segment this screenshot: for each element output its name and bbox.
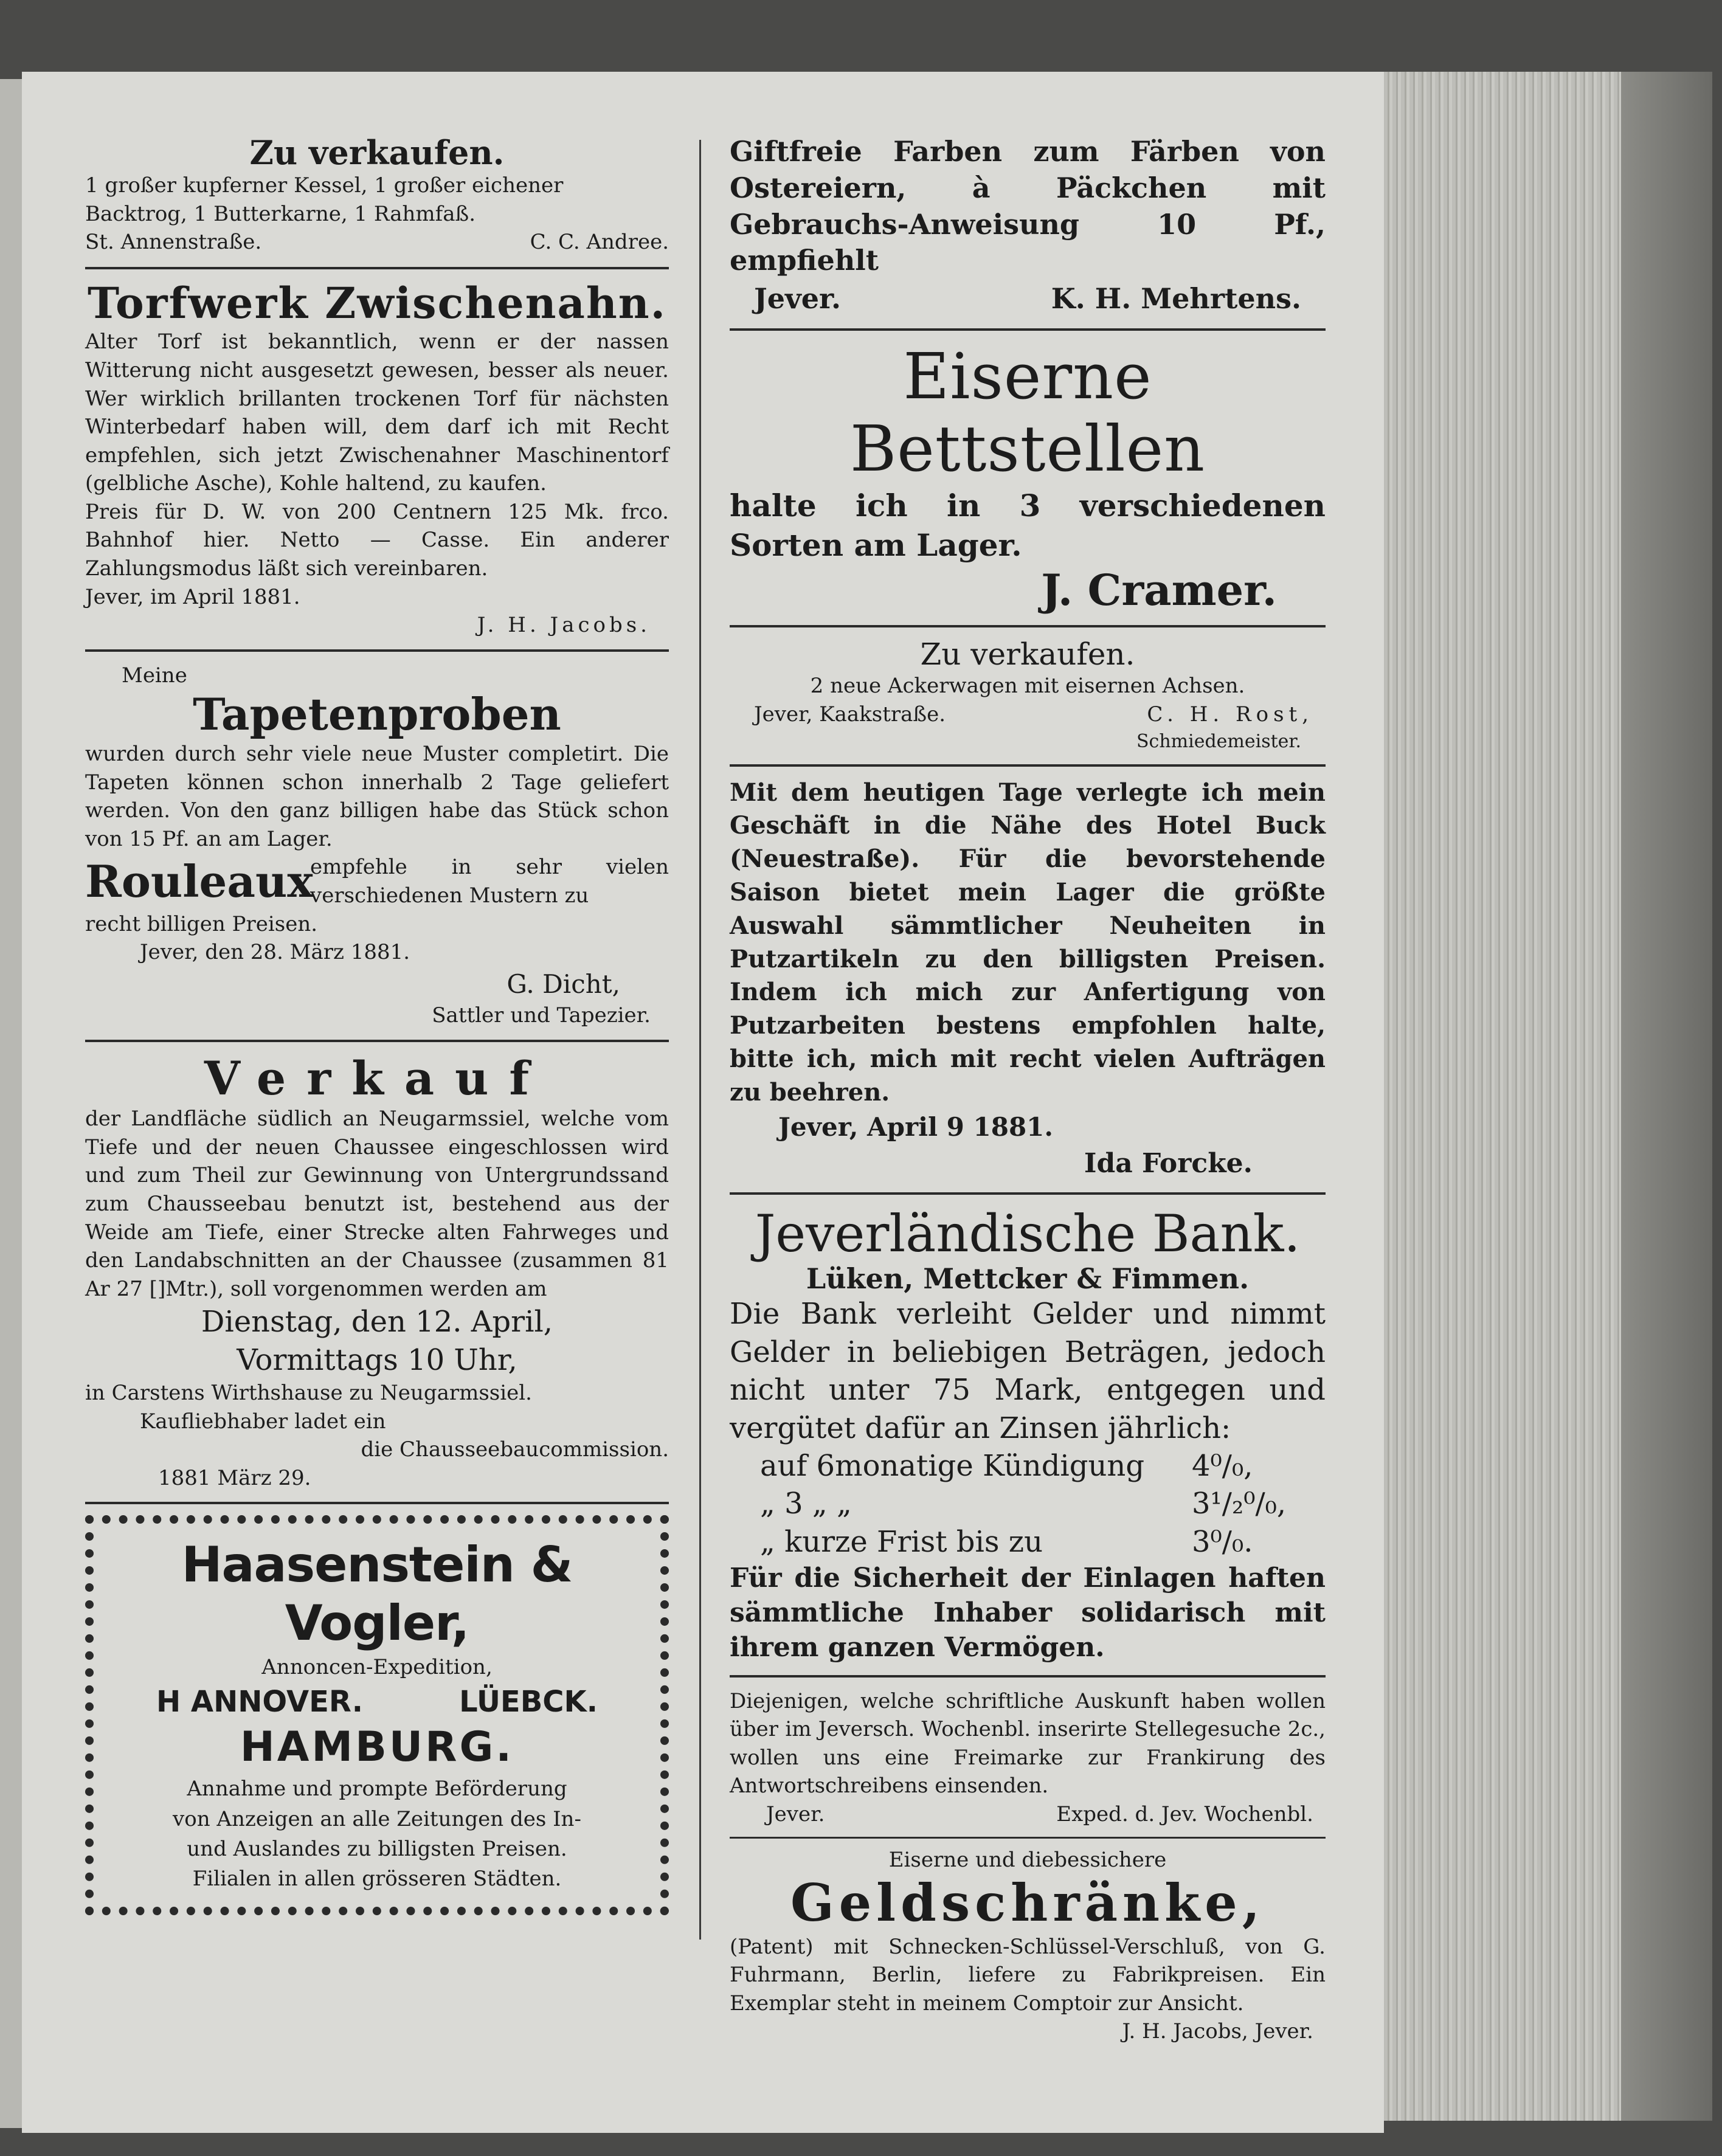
ad-jeverlaendische-bank — [730, 1204, 1326, 1665]
ad-body: Mit dem heutigen Tage verlegte ich mein Geschäft in die Nähe des Hotel Buck (Neuestraße). Für die bevorstehende Saison bietet mein Lager die größte Auswahl sämmtlicher Neuheiten in Putzartikeln zu den billigsten Preisen. Indem ich mich zur Anfertigung von Putzarbeiten bestens empfohlen halte, bitte ich, mich mit recht vielen Aufträgen zu beehren. — [730, 778, 1326, 1107]
rate-label: „ kurze Frist bis zu — [760, 1524, 1043, 1559]
ad-giftfreie-farben — [730, 134, 1326, 319]
ad-torfwerk — [85, 279, 669, 640]
ad-date: Jever, im April 1881. — [85, 584, 300, 609]
ad-subtitle: Lüken, Mettcker & Fimmen. — [806, 1262, 1250, 1296]
ad-closing: Für die Sicherheit der Einlagen haften sämmtliche Inhaber solidarisch mit ihrem ganzen Vermögen. — [730, 1563, 1326, 1664]
column-divider — [699, 140, 701, 1940]
rates-table — [730, 1447, 1326, 1561]
ad-date-line: Vormittags 10 Uhr, — [237, 1342, 517, 1377]
ad-rouleaux-row — [85, 853, 669, 910]
ad-name: Ida Forcke. — [1084, 1148, 1253, 1180]
previous-page-edge — [0, 79, 22, 2128]
ad-title: Eiserne Bettstellen — [849, 339, 1206, 486]
ad-haasenstein-vogler — [85, 1515, 669, 1915]
ad-name: C. C. Andree. — [530, 230, 669, 255]
ad-line: Backtrog, 1 Butterkarne, 1 Rahmfaß. — [85, 201, 476, 226]
ad-body: 2 neue Ackerwagen mit eisernen Achsen. — [810, 674, 1245, 699]
ad-city: LÜEBCK. — [459, 1684, 598, 1719]
ad-line: von Anzeigen an alle Zeitungen des In- — [173, 1806, 581, 1831]
ad-date: 1881 März 29. — [158, 1465, 311, 1490]
rate-row — [760, 1523, 1326, 1561]
separator — [85, 1040, 669, 1042]
ad-title: Jeverländische Bank. — [755, 1203, 1301, 1263]
ad-name: J. Cramer. — [1041, 564, 1277, 615]
ad-zu-verkaufen-rost — [730, 637, 1326, 755]
ad-line: 1 großer kupferner Kessel, 1 großer eichener — [85, 173, 564, 198]
ad-city: H ANNOVER. — [156, 1684, 363, 1719]
ad-line: Annahme und prompte Beförderung — [187, 1777, 567, 1802]
ad-name: Exped. d. Jev. Wochenbl. — [1056, 1802, 1313, 1826]
separator — [85, 649, 669, 652]
ad-role: Sattler und Tapezier. — [432, 1003, 651, 1028]
separator — [730, 764, 1326, 767]
left-column — [85, 134, 669, 1915]
ad-title: Zu verkaufen. — [920, 636, 1135, 672]
ad-body: wurden durch sehr viele neue Muster completirt. Die Tapeten können schon innerhalb 2 Tage geliefert werden. Von den ganz billigen habe das Stück schon von 15 Pf. an am Lager. — [85, 742, 669, 851]
rate-value: 4⁰/₀, — [1192, 1448, 1253, 1483]
ad-eiserne-bettstellen — [730, 340, 1326, 615]
separator — [730, 328, 1326, 331]
ad-place: Jever, Kaakstraße. — [754, 702, 946, 727]
ad-body: (Patent) mit Schnecken-Schlüssel-Verschluß, von G. Fuhrmann, Berlin, liefere zu Fabrikpreisen. Ein Exemplar steht in meinem Comptoir zur Ansicht. — [730, 1934, 1326, 2016]
ad-zu-verkaufen-andree — [85, 134, 669, 257]
ad-commission: die Chausseebaucommission. — [361, 1437, 669, 1462]
ad-city-main: HAMBURG. — [240, 1723, 514, 1772]
ad-signature — [85, 228, 669, 257]
ad-intro: Meine — [122, 663, 187, 688]
ad-date: Jever, den 28. März 1881. — [140, 940, 410, 965]
ad-body: Diejenigen, welche schriftliche Auskunft haben wollen über im Jeversch. Wochenbl. inserirte Stellegesuche 2c., wollen uns eine Freimarke zur Frankirung des Antwortschreibens einsenden. — [730, 1688, 1326, 1798]
separator — [85, 1502, 669, 1504]
ad-place: Jever. — [754, 282, 842, 316]
ad-name: J. H. Jacobs. — [477, 613, 651, 638]
ad-line: und Auslandes zu billigsten Preisen. — [187, 1837, 567, 1862]
ad-role: Schmiedemeister. — [1136, 731, 1301, 753]
ad-body: Alter Torf ist bekanntlich, wenn er der nassen Witterung nicht ausgesetzt gewesen, besser als neuer. Wer wirklich brillanten trockenen Torf für nächsten Winterbedarf haben will, dem darf ich mit Recht empfehlen, sich jetzt Zwischenahner Maschinentorf (gelbliche Asche), Kohle haltend, zu kaufen. — [85, 330, 669, 496]
ad-name: C. H. Rost, — [1147, 702, 1313, 727]
ad-rouleaux-body: empfehle in sehr vielen verschiedenen Mustern zu — [310, 855, 669, 908]
separator — [730, 1837, 1326, 1839]
ad-place: St. Annenstraße. — [85, 230, 262, 255]
separator — [730, 625, 1326, 627]
ad-invite: Kaufliebhaber ladet ein — [140, 1409, 386, 1434]
ad-name: G. Dicht, — [507, 969, 620, 999]
rate-row — [760, 1485, 1326, 1522]
rate-value: 3⁰/₀. — [1192, 1524, 1253, 1559]
ad-date: Jever, April 9 1881. — [778, 1111, 1054, 1142]
ad-subtitle: Annoncen-Expedition, — [261, 1655, 493, 1680]
ad-verkauf — [85, 1052, 669, 1493]
ad-body: Die Bank verleiht Gelder und nimmt Gelder in beliebigen Beträgen, jedoch nicht unter 75 Mark, entgegen und vergütet dafür an Zinsen jährlich: — [730, 1297, 1326, 1445]
ad-intro: Eiserne und diebessichere — [888, 1847, 1167, 1872]
ad-price: Preis für D. W. von 200 Centnern 125 Mk. frco. Bahnhof hier. Netto — Casse. Ein anderer Zahlungsmodus läßt sich vereinbaren. — [85, 499, 669, 581]
ad-line: Filialen in allen grösseren Städten. — [192, 1867, 562, 1892]
ad-place: Jever. — [766, 1802, 825, 1826]
ad-name: J. H. Jacobs, Jever. — [1122, 2019, 1313, 2044]
rate-label: „ 3 „ „ — [760, 1487, 852, 1521]
ad-signature — [730, 279, 1326, 318]
ad-body: halte ich in 3 verschiedenen Sorten am Lager. — [730, 487, 1326, 563]
ad-title: Zu verkaufen. — [249, 133, 505, 172]
ad-title: Tapetenproben — [193, 688, 561, 741]
ad-title: Geldschränke, — [790, 1873, 1265, 1933]
right-column — [730, 134, 1326, 2046]
ad-body: Giftfreie Farben zum Färben von Ostereiern, à Päckchen mit Gebrauchs-Anweisung 10 Pf., empfiehlt — [730, 135, 1326, 277]
rate-label: auf 6monatige Kündigung — [760, 1448, 1145, 1483]
separator — [730, 1675, 1326, 1677]
ad-ida-forcke — [730, 776, 1326, 1183]
ad-tapetenproben — [85, 662, 669, 1030]
ad-rouleaux-title: Rouleaux — [85, 855, 314, 908]
rate-value: 3¹/₂⁰/₀, — [1192, 1487, 1287, 1521]
ad-rouleaux-end: recht billigen Preisen. — [85, 911, 318, 936]
book-page-edges — [1384, 72, 1712, 2121]
ad-title: Torfwerk Zwischenahn. — [87, 277, 667, 328]
ad-signature — [730, 700, 1326, 730]
ad-place: in Carstens Wirthshause zu Neugarmssiel. — [85, 1381, 532, 1406]
ad-signature — [730, 1800, 1326, 1829]
ad-date-line: Dienstag, den 12. April, — [201, 1305, 553, 1339]
separator — [730, 1192, 1326, 1195]
ad-expedition-notice — [730, 1687, 1326, 1829]
ad-title: Haasenstein & Vogler, — [181, 1536, 573, 1652]
separator — [85, 267, 669, 269]
ad-name: K. H. Mehrtens. — [1051, 282, 1301, 316]
ad-cities — [108, 1683, 646, 1721]
ad-geldschraenke — [730, 1846, 1326, 2046]
ad-title: Verkauf — [204, 1051, 550, 1105]
rate-row — [760, 1447, 1326, 1485]
ad-body: der Landfläche südlich an Neugarmssiel, welche vom Tiefe und der neuen Chaussee eingeschlossen wird und zum Theil zur Gewinnung von Untergrundssand zum Chausseebau benutzt ist, bestehend aus der Weide am Tiefe, einer Strecke alten Fahrweges und den Landabschnitten an der Chaussee (zusammen 81 Ar 27 []Mtr.), soll vorgenommen werden am — [85, 1107, 669, 1301]
